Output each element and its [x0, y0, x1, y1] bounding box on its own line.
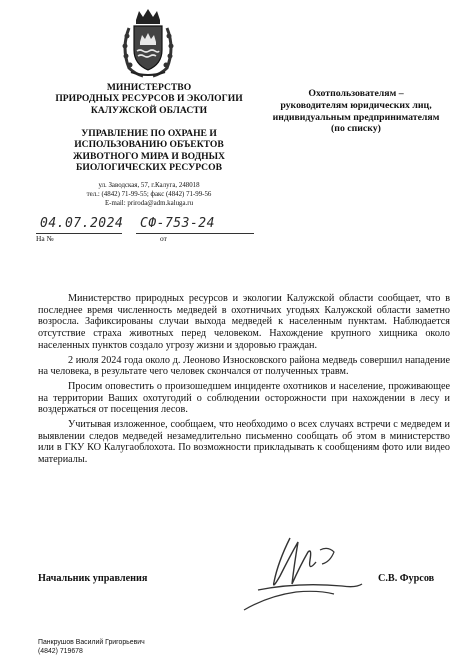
coat-of-arms-icon [119, 6, 177, 78]
body-paragraph: Учитывая изложенное, сообщаем, что необходимо о всех случаях встречи с медведем и выявлении следов медведей незамедлительно письменно сообщать об этом в министерство или в ГКУ КО Калугаоблохота. По возможности прикладывать к сообщениям фото или видео материалы. [38, 419, 450, 466]
handwritten-signature [238, 532, 368, 614]
letter-body [38, 293, 450, 469]
body-paragraph: Министерство природных ресурсов и экологии Калужской области сообщает, что в последнее время численность медведей в охотничьих угодьях Калужской области заметно возросла. Зафиксированы случаи выхода медведей к населенным пунктам. Наблюдается отсутствие страха животных перед человеком. Нахождение крупного хищника около населенных пунктов создало угрозу жизни и здоровью граждан. [38, 293, 450, 351]
registration-number: СФ-753-24 [140, 216, 215, 231]
addressee-block: Охотпользователям – руководителям юридических лиц, индивидуальным предпринимателям (по списку) [272, 88, 440, 135]
registration-date: 04.07.2024 [40, 216, 124, 231]
department-name: УПРАВЛЕНИЕ ПО ОХРАНЕ И ИСПОЛЬЗОВАНИЮ ОБЪЕКТОВ ЖИВОТНОГО МИРА И ВОДНЫХ БИОЛОГИЧЕСКИХ РЕСУРСОВ [73, 128, 225, 174]
registration-line [36, 212, 276, 244]
ministry-name: МИНИСТЕРСТВО ПРИРОДНЫХ РЕСУРСОВ И ЭКОЛОГИИ КАЛУЖСКОЙ ОБЛАСТИ [55, 82, 243, 116]
address-line: ул. Заводская, 57, г.Калуга, 248018 [98, 182, 200, 189]
body-paragraph: Просим оповестить о произошедшем инциденте охотников и население, проживающее на территории Ваших охотугодий о соблюдении осторожности при нахождении в лесу и воздержаться от посещения лесов. [38, 380, 450, 416]
email-line: E-mail: priroda@adm.kaluga.ru [104, 199, 194, 207]
executor-name: Панкрушов Василий Григорьевич [38, 639, 145, 646]
signatory-title: Начальник управления [38, 573, 148, 584]
number-underline [136, 233, 254, 234]
executor-block [38, 638, 145, 656]
body-paragraph: 2 июля 2024 года около д. Леоново Износковского района медведь совершил нападение на человека, в результате чего человек скончался от полученных травм. [38, 354, 450, 378]
reference-number-label: На № [36, 234, 54, 243]
phone-line: тел.: (4842) 71-99-55; факс (4842) 71-99-56 [86, 190, 212, 198]
reference-from-label: от [160, 234, 167, 243]
executor-phone: (4842) 719678 [38, 648, 83, 655]
contact-block [38, 182, 260, 208]
signatory-name: С.В. Фурсов [378, 573, 435, 584]
